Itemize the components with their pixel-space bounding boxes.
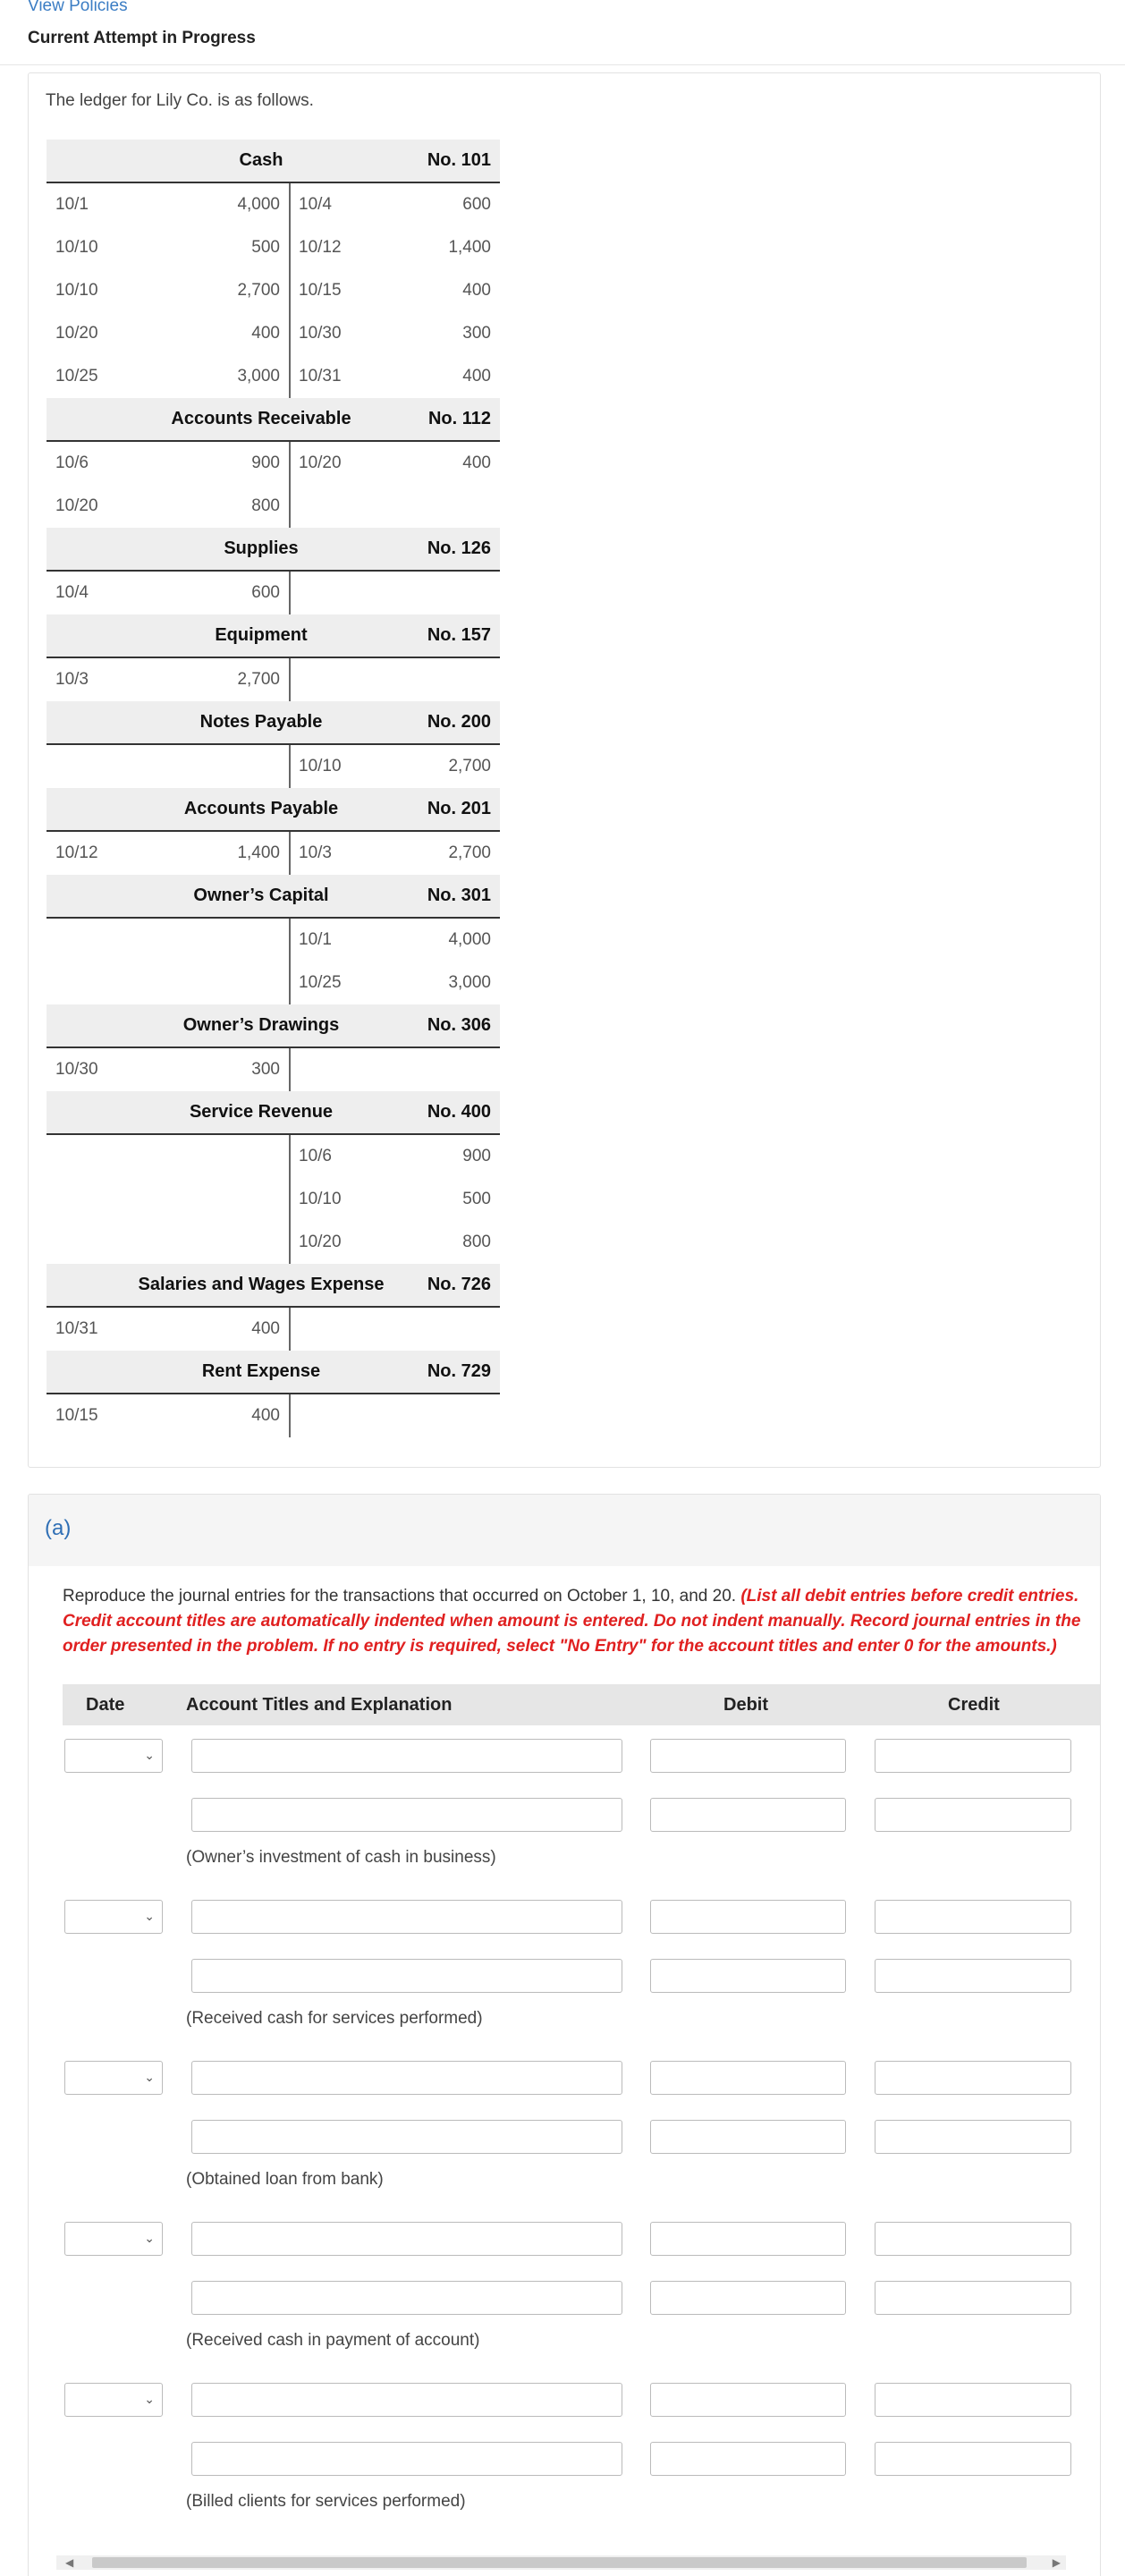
- debit-amount: 400: [251, 1406, 280, 1425]
- scroll-left-icon[interactable]: ◀: [65, 2556, 74, 2569]
- account-number: No. 157: [427, 625, 491, 645]
- account-name: Owner’s Capital: [193, 886, 329, 905]
- debit-date: 10/6: [55, 453, 89, 472]
- date-select[interactable]: [64, 2222, 163, 2256]
- account-title-input[interactable]: [191, 1739, 622, 1773]
- date-select[interactable]: [64, 2061, 163, 2095]
- ledger-row: [47, 962, 500, 1004]
- date-select[interactable]: [64, 1739, 163, 1773]
- debit-amount: 300: [251, 1060, 280, 1079]
- credit-amount: 800: [462, 1233, 491, 1251]
- account-number: No. 729: [427, 1361, 491, 1381]
- account-name: Rent Expense: [201, 1361, 321, 1381]
- credit-input[interactable]: [875, 2383, 1071, 2417]
- t-account: [47, 1004, 500, 1091]
- journal-entry: [63, 1725, 1100, 1886]
- instruction-text: Reproduce the journal entries for the transactions that occurred on October 1, 10, and 20.: [63, 1587, 741, 1606]
- credit-input[interactable]: [875, 1900, 1071, 1934]
- debit-input[interactable]: [650, 2222, 846, 2256]
- debit-amount: 2,700: [237, 670, 280, 689]
- credit-date: 10/3: [299, 843, 332, 862]
- account-number: No. 101: [427, 150, 491, 170]
- journal-entry: [63, 2047, 1100, 2208]
- credit-date: 10/10: [299, 1190, 342, 1208]
- account-number: No. 400: [427, 1102, 491, 1122]
- debit-amount: 1,400: [237, 843, 280, 862]
- credit-date: 10/4: [299, 195, 332, 214]
- scrollbar-thumb[interactable]: [92, 2557, 1027, 2568]
- account-name: Equipment: [215, 625, 308, 645]
- part-a-section: [28, 1494, 1101, 2576]
- debit-input[interactable]: [650, 2281, 846, 2315]
- debit-input[interactable]: [650, 1798, 846, 1832]
- ledger-row: [47, 1308, 500, 1351]
- debit-input[interactable]: [650, 1739, 846, 1773]
- t-account: [47, 1091, 500, 1264]
- date-select[interactable]: [64, 1900, 163, 1934]
- t-account: [47, 701, 500, 788]
- credit-date: 10/30: [299, 324, 342, 343]
- account-name: Cash: [239, 150, 283, 170]
- credit-input[interactable]: [875, 1798, 1071, 1832]
- debit-date: 10/1: [55, 195, 89, 214]
- problem-intro: The ledger for Lily Co. is as follows.: [46, 91, 314, 110]
- t-account: [47, 1264, 500, 1351]
- t-account-header: [47, 614, 500, 658]
- debit-date: 10/31: [55, 1319, 98, 1338]
- t-account-header: [47, 1004, 500, 1048]
- credit-amount: 300: [462, 324, 491, 343]
- ledger-row: [47, 442, 500, 485]
- credit-date: 10/31: [299, 367, 342, 386]
- account-column-header: Account Titles and Explanation: [186, 1695, 453, 1715]
- account-title-input[interactable]: [191, 2222, 622, 2256]
- credit-input[interactable]: [875, 1959, 1071, 1993]
- credit-input[interactable]: [875, 2120, 1071, 2154]
- ledger-row: [47, 572, 500, 614]
- account-title-input[interactable]: [191, 2383, 622, 2417]
- ledger-row: [47, 1394, 500, 1437]
- debit-amount: 400: [251, 1319, 280, 1338]
- entry-explanation: (Billed clients for services performed): [186, 2492, 466, 2511]
- ledger-row: [47, 1135, 500, 1178]
- account-title-input[interactable]: [191, 1900, 622, 1934]
- debit-amount: 3,000: [237, 367, 280, 386]
- account-title-input[interactable]: [191, 2120, 622, 2154]
- debit-input[interactable]: [650, 2061, 846, 2095]
- debit-date: 10/10: [55, 238, 98, 257]
- credit-input[interactable]: [875, 1739, 1071, 1773]
- account-number: No. 112: [427, 409, 491, 428]
- part-a-instructions: [63, 1584, 1082, 1659]
- credit-amount: 400: [462, 281, 491, 300]
- account-name: Accounts Receivable: [171, 409, 351, 428]
- debit-input[interactable]: [650, 2383, 846, 2417]
- chevron-down-icon: ⌄: [144, 2231, 155, 2245]
- entry-explanation: (Received cash in payment of account): [186, 2331, 480, 2350]
- debit-date: 10/4: [55, 583, 89, 602]
- debit-amount: 800: [251, 496, 280, 515]
- scroll-right-icon[interactable]: ▶: [1052, 2556, 1061, 2569]
- credit-amount: 400: [462, 367, 491, 386]
- ledger-row: [47, 355, 500, 398]
- credit-input[interactable]: [875, 2222, 1071, 2256]
- account-name: Salaries and Wages Expense: [138, 1275, 385, 1294]
- part-a-label: (a): [45, 1516, 72, 1540]
- debit-amount: 4,000: [237, 195, 280, 214]
- credit-amount: 3,000: [448, 973, 491, 992]
- account-name: Accounts Payable: [183, 799, 339, 818]
- ledger-row: [47, 183, 500, 226]
- debit-amount: 400: [251, 324, 280, 343]
- ledger-row: [47, 919, 500, 962]
- debit-date: 10/3: [55, 670, 89, 689]
- debit-column-header: Debit: [723, 1695, 768, 1715]
- credit-date: 10/10: [299, 757, 342, 775]
- journal-entry: [63, 1886, 1100, 2047]
- t-account: [47, 788, 500, 875]
- ledger-t-accounts: [47, 140, 500, 1437]
- account-title-input[interactable]: [191, 2281, 622, 2315]
- ledger-row: [47, 1221, 500, 1264]
- debit-amount: 600: [251, 583, 280, 602]
- debit-input[interactable]: [650, 2120, 846, 2154]
- credit-date: 10/12: [299, 238, 342, 257]
- account-number: No. 726: [427, 1275, 491, 1294]
- journal-entry: [63, 2369, 1100, 2530]
- credit-date: 10/15: [299, 281, 342, 300]
- t-account-header: [47, 398, 500, 442]
- t-account-header: [47, 1264, 500, 1308]
- ledger-row: [47, 1178, 500, 1221]
- account-number: No. 301: [427, 886, 491, 905]
- account-number: No. 306: [427, 1015, 491, 1035]
- top-bar: [0, 0, 1125, 65]
- ledger-row: [47, 658, 500, 701]
- ledger-row: [47, 745, 500, 788]
- credit-input[interactable]: [875, 2442, 1071, 2476]
- debit-date: 10/20: [55, 496, 98, 515]
- account-name: Owner’s Drawings: [182, 1015, 340, 1035]
- entry-explanation: (Obtained loan from bank): [186, 2170, 384, 2189]
- debit-date: 10/25: [55, 367, 98, 386]
- attempt-status: Current Attempt in Progress: [28, 29, 256, 47]
- credit-date: 10/1: [299, 930, 332, 949]
- debit-amount: 2,700: [237, 281, 280, 300]
- account-number: No. 200: [427, 712, 491, 732]
- credit-column-header: Credit: [948, 1695, 1000, 1715]
- instruction-note: (List all debit entries before credit entries. Credit account titles are automatically indented when amount is entered. Do not indent manually. Record journal entries in the order presented in the problem. If no entry is required, select "No Entry" for the account titles and enter 0 for the amounts.): [63, 1587, 1081, 1656]
- entry-explanation: (Received cash for services performed): [186, 2009, 483, 2028]
- credit-amount: 400: [462, 453, 491, 472]
- entry-explanation: (Owner’s investment of cash in business): [186, 1848, 496, 1867]
- ledger-row: [47, 312, 500, 355]
- t-account-header: [47, 1091, 500, 1135]
- part-a-header: [29, 1495, 1100, 1566]
- credit-amount: 500: [462, 1190, 491, 1208]
- ledger-row: [47, 485, 500, 528]
- debit-amount: 900: [251, 453, 280, 472]
- account-title-input[interactable]: [191, 1959, 622, 1993]
- journal-table-header: [63, 1684, 1100, 1725]
- debit-date: 10/10: [55, 281, 98, 300]
- chevron-down-icon: ⌄: [144, 1748, 155, 1762]
- t-account-header: [47, 875, 500, 919]
- credit-input[interactable]: [875, 2061, 1071, 2095]
- t-account-header: [47, 788, 500, 832]
- account-name: Supplies: [224, 538, 299, 558]
- debit-amount: 500: [251, 238, 280, 257]
- credit-amount: 600: [462, 195, 491, 214]
- chevron-down-icon: ⌄: [144, 1909, 155, 1923]
- credit-amount: 4,000: [448, 930, 491, 949]
- date-column-header: Date: [86, 1695, 125, 1715]
- view-policies-link[interactable]: View Policies: [28, 0, 128, 15]
- credit-date: 10/25: [299, 973, 342, 992]
- journal-entry-table: [63, 1684, 1100, 2530]
- t-account: [47, 875, 500, 1004]
- debit-date: 10/12: [55, 843, 98, 862]
- credit-amount: 2,700: [448, 843, 491, 862]
- debit-date: 10/20: [55, 324, 98, 343]
- credit-amount: 900: [462, 1147, 491, 1165]
- t-account-header: [47, 1351, 500, 1394]
- chevron-down-icon: ⌄: [144, 2070, 155, 2084]
- account-title-input[interactable]: [191, 2442, 622, 2476]
- ledger-card: [28, 72, 1101, 1468]
- account-number: No. 126: [427, 538, 491, 558]
- journal-entry: [63, 2208, 1100, 2369]
- debit-date: 10/15: [55, 1406, 98, 1425]
- credit-input[interactable]: [875, 2281, 1071, 2315]
- journal-entries: [63, 1725, 1100, 2530]
- credit-date: 10/20: [299, 453, 342, 472]
- t-account: [47, 1351, 500, 1437]
- ledger-row: [47, 832, 500, 875]
- credit-amount: 2,700: [448, 757, 491, 775]
- t-account-header: [47, 528, 500, 572]
- debit-input[interactable]: [650, 1959, 846, 1993]
- date-select[interactable]: [64, 2383, 163, 2417]
- ledger-row: [47, 1048, 500, 1091]
- t-account: [47, 398, 500, 528]
- t-account: [47, 614, 500, 701]
- account-title-input[interactable]: [191, 2061, 622, 2095]
- t-account-header: [47, 140, 500, 183]
- chevron-down-icon: ⌄: [144, 2392, 155, 2406]
- t-account-header: [47, 701, 500, 745]
- credit-date: 10/20: [299, 1233, 342, 1251]
- account-title-input[interactable]: [191, 1798, 622, 1832]
- ledger-row: [47, 226, 500, 269]
- horizontal-scrollbar[interactable]: [56, 2555, 1066, 2570]
- t-account: [47, 528, 500, 614]
- ledger-row: [47, 269, 500, 312]
- credit-date: 10/6: [299, 1147, 332, 1165]
- account-name: Notes Payable: [199, 712, 323, 732]
- t-account: [47, 140, 500, 398]
- credit-amount: 1,400: [448, 238, 491, 257]
- debit-date: 10/30: [55, 1060, 98, 1079]
- debit-input[interactable]: [650, 1900, 846, 1934]
- account-name: Service Revenue: [189, 1102, 334, 1122]
- debit-input[interactable]: [650, 2442, 846, 2476]
- account-number: No. 201: [427, 799, 491, 818]
